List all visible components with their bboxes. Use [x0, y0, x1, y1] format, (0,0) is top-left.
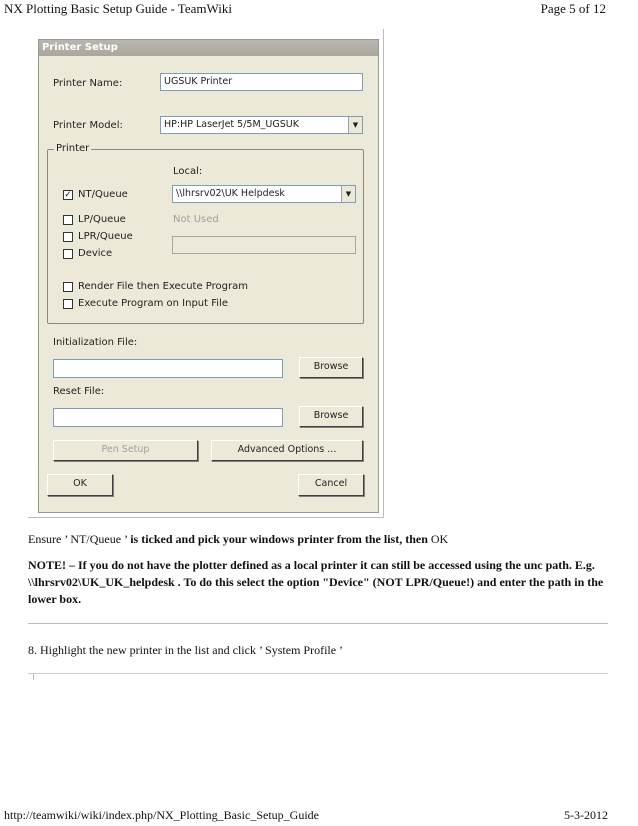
instruction-part-2: is ticked and pick your windows printer from the list, then — [130, 532, 428, 546]
dialog-title: Printer Setup — [39, 40, 378, 56]
page-footer — [0, 806, 638, 826]
local-printer-select[interactable] — [172, 185, 356, 203]
init-browse-button[interactable]: Browse — [299, 357, 363, 378]
page-header-title: NX Plotting Basic Setup Guide - TeamWiki — [4, 1, 232, 16]
local-printer-value: \\lhrsrv02\UK Helpdesk — [176, 188, 285, 199]
lpr-queue-checkbox[interactable] — [63, 232, 73, 242]
execute-program-label: Execute Program on Input File — [78, 298, 228, 309]
ok-button[interactable]: OK — [47, 474, 113, 496]
printer-setup-screenshot — [28, 29, 384, 518]
instruction-part-1: Ensure ’ NT/Queue ’ — [28, 532, 131, 546]
render-file-label: Render File then Execute Program — [78, 281, 248, 292]
instruction-part-3: OK — [427, 532, 449, 546]
lp-queue-checkbox[interactable] — [63, 215, 73, 225]
chevron-down-icon[interactable]: ▼ — [341, 186, 355, 202]
pen-setup-button[interactable]: Pen Setup — [53, 440, 198, 461]
printer-model-label: Printer Model: — [53, 120, 123, 131]
execute-program-checkbox[interactable] — [63, 299, 73, 309]
footer-url: http://teamwiki/wiki/index.php/NX_Plotting_Basic_Setup_Guide — [4, 808, 319, 822]
init-file-input[interactable] — [53, 359, 283, 378]
render-file-checkbox[interactable] — [63, 282, 73, 292]
cancel-button[interactable]: Cancel — [298, 474, 364, 496]
nt-queue-checkbox[interactable]: ✓ — [64, 190, 72, 200]
nt-queue-label: NT/Queue — [78, 189, 128, 200]
chevron-down-icon[interactable]: ▼ — [348, 117, 362, 133]
page-header — [0, 0, 638, 20]
device-label: Device — [78, 248, 113, 259]
printer-setup-dialog — [38, 39, 379, 513]
reset-browse-button[interactable]: Browse — [299, 406, 363, 427]
instruction-paragraph — [28, 531, 608, 548]
printer-group-title: Printer — [56, 143, 90, 154]
page-number: Page 5 of 12 — [540, 1, 606, 16]
init-file-label: Initialization File: — [53, 337, 138, 348]
local-label: Local: — [173, 166, 203, 177]
not-used-label: Not Used — [173, 214, 219, 225]
printer-name-label: Printer Name: — [53, 78, 123, 89]
advanced-options-button[interactable]: Advanced Options ... — [211, 440, 363, 461]
step-8-text: 8. Highlight the new printer in the list and click ’ System Profile ’ — [28, 643, 344, 657]
lp-queue-label: LP/Queue — [78, 214, 126, 225]
not-used-input[interactable] — [172, 236, 356, 254]
image-placeholder-top-edge — [28, 673, 608, 674]
note-paragraph: NOTE! – If you do not have the plotter defined as a local printer it can still be accessed using the unc path. E.g. \\lhrsrv02\UK_UK_helpdesk . To do this select the option "Device" (NOT LPR/Queue!) and enter the path in the lower box. — [28, 558, 604, 606]
footer-date: 5-3-2012 — [564, 808, 608, 822]
lpr-queue-label: LPR/Queue — [78, 231, 133, 242]
divider — [28, 623, 608, 624]
image-placeholder-corner — [33, 674, 34, 680]
device-checkbox[interactable] — [63, 249, 73, 259]
reset-file-input[interactable] — [53, 408, 283, 427]
printer-model-value: HP:HP LaserJet 5/5M_UGSUK — [164, 119, 299, 130]
printer-model-select[interactable] — [160, 116, 363, 134]
reset-file-label: Reset File: — [53, 386, 105, 397]
printer-name-input[interactable]: UGSUK Printer — [160, 73, 363, 91]
